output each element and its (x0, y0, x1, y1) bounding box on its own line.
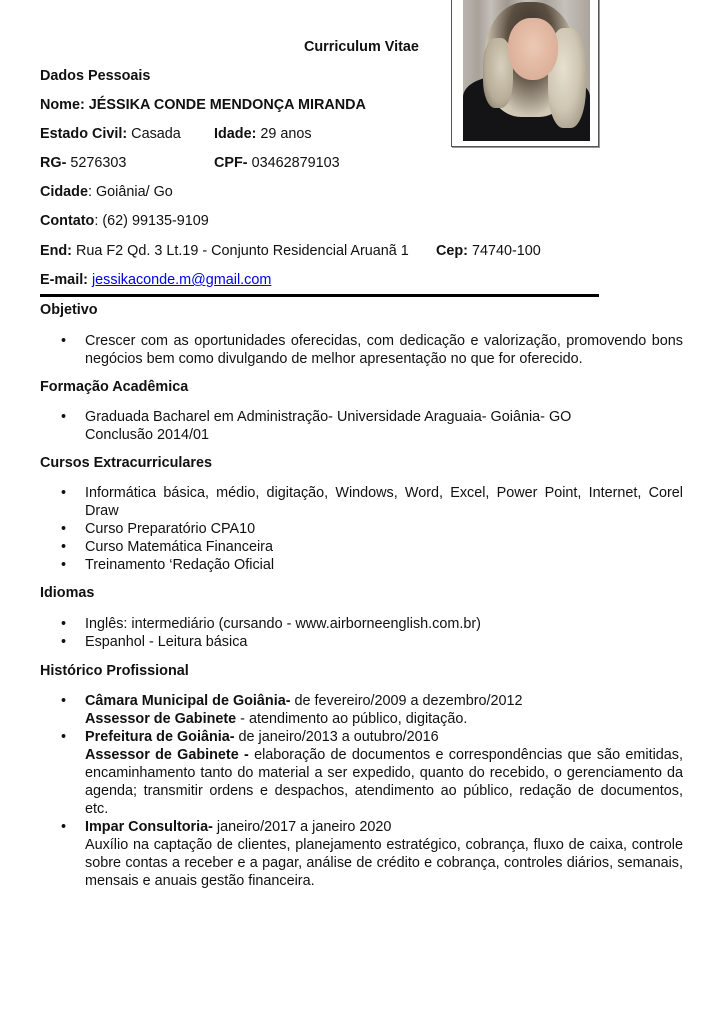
civil-status-row (40, 125, 181, 143)
cpf-label: CPF- (214, 155, 248, 171)
name-row (40, 96, 366, 114)
list-item: • Informática básica, médio, digitação, Windows, Word, Excel, Power Point, Internet, Corel Draw (40, 484, 683, 520)
email-row (40, 271, 271, 289)
job-role: Assessor de Gabinete (85, 711, 237, 727)
job-period: janeiro/2017 a janeiro 2020 (212, 819, 392, 835)
rg-row (40, 154, 126, 172)
job-company: Impar Consultoria- (85, 819, 213, 835)
section-divider (40, 294, 599, 297)
list-item: • Espanhol - Leitura básica (40, 633, 683, 651)
list-item: • Crescer com as oportunidades oferecidas, com dedicação e valorização, promovendo bons negócios bem como divulgando de melhor apresentação no que for oferecido. (40, 332, 683, 368)
list-item (40, 692, 683, 728)
cpf-value: 03462879103 (251, 155, 340, 171)
job-description: elaboração de documentos e correspondências que são emitidas, encaminhamento tanto do material a ser expedido, quanto do recebido, o gerenciamento da agenda; transmitir ordens e despachos, atendimento ao público, redação de documentos, etc. (85, 747, 683, 817)
list-item (40, 408, 683, 444)
list-item (40, 818, 683, 890)
list-item: • Treinamento ‘Redação Oficial (40, 556, 683, 574)
cpf-row (214, 154, 340, 172)
education-degree: • Graduada Bacharel em Administração- Universidade Araguaia- Goiânia- GO (85, 409, 572, 425)
address-value: Rua F2 Qd. 3 Lt.19 - Conjunto Residencial Aruanã 1 (75, 243, 409, 259)
document-title: Curriculum Vitae (304, 39, 419, 55)
profile-photo (463, 0, 590, 141)
education-conclusion: Conclusão 2014/01 (85, 427, 210, 443)
rg-label: RG- (40, 155, 67, 171)
list-item: • Curso Preparatório CPA10 (40, 520, 683, 538)
list-item: • Curso Matemática Financeira (40, 538, 683, 556)
contact-label: Contato (40, 213, 95, 229)
age-label: Idade: (214, 126, 257, 142)
list-item: • Inglês: intermediário (cursando - www.airborneenglish.com.br) (40, 615, 683, 633)
city-value: : Goiânia/ Go (87, 184, 173, 200)
section-heading-objective: Objetivo (40, 302, 98, 318)
email-link[interactable]: jessikaconde.m@gmail.com (91, 272, 272, 288)
contact-value: : (62) 99135-9109 (94, 213, 209, 229)
list-item (40, 728, 683, 818)
job-period: de fevereiro/2009 a dezembro/2012 (290, 693, 523, 709)
job-description: - atendimento ao público, digitação. (236, 711, 468, 727)
civil-status-value: Casada (131, 126, 181, 142)
rg-value: 5276303 (70, 155, 127, 171)
profile-photo-frame (451, 0, 599, 147)
objective-list (40, 332, 683, 368)
city-row (40, 183, 173, 201)
section-heading-personal: Dados Pessoais (40, 68, 151, 84)
career-list (40, 692, 683, 890)
city-label: Cidade (40, 184, 88, 200)
cep-value: 74740-100 (471, 243, 541, 259)
job-period: de janeiro/2013 a outubro/2016 (234, 729, 439, 745)
courses-list (40, 484, 683, 574)
civil-status-label: Estado Civil: (40, 126, 128, 142)
email-label: E-mail: (40, 272, 88, 288)
languages-list (40, 615, 683, 651)
address-row (40, 242, 409, 260)
job-company: Prefeitura de Goiânia- (85, 729, 235, 745)
section-heading-education: Formação Acadêmica (40, 379, 189, 395)
cep-label: Cep: (436, 243, 468, 259)
section-heading-career: Histórico Profissional (40, 663, 189, 679)
contact-row (40, 212, 209, 230)
name-value: JÉSSIKA CONDE MENDONÇA MIRANDA (88, 97, 366, 113)
section-heading-languages: Idiomas (40, 585, 95, 601)
job-role: Assessor de Gabinete - (85, 747, 249, 763)
section-heading-courses: Cursos Extracurriculares (40, 455, 212, 471)
address-label: End: (40, 243, 72, 259)
cep-row (436, 242, 541, 260)
job-description: Auxílio na captação de clientes, planejamento estratégico, cobrança, fluxo de caixa, controle sobre contas a receber e a pagar, análise de crédito e cobrança, controles diários, semanais, mensais e anuais gestão financeira. (85, 837, 683, 889)
age-value: 29 anos (260, 126, 312, 142)
education-list (40, 408, 683, 444)
job-company: Câmara Municipal de Goiânia- (85, 693, 291, 709)
age-row (214, 125, 312, 143)
name-label: Nome: (40, 97, 85, 113)
